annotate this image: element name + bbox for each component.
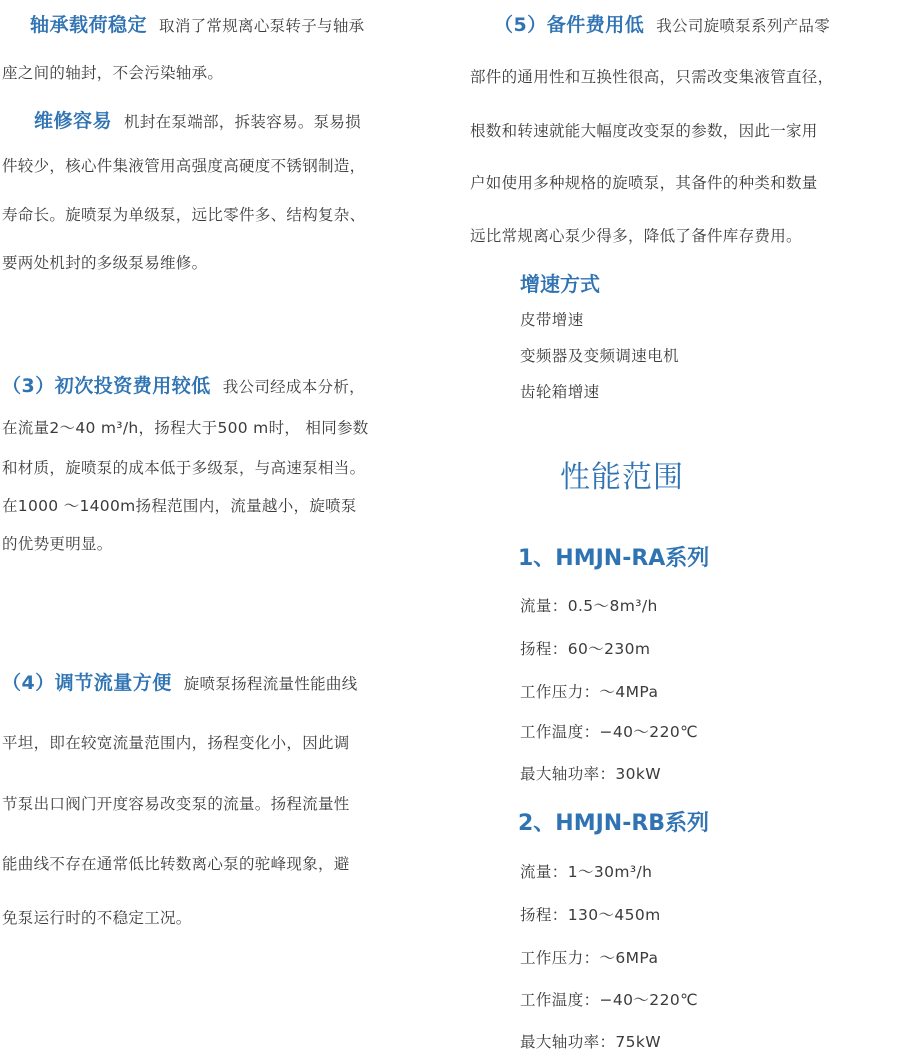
maintenance-heading: 维修容易 — [34, 110, 113, 132]
investment-heading: （3）初次投资费用较低 — [2, 375, 211, 397]
maintenance-line-4: 要两处机封的多级泵易维修。 — [2, 254, 208, 272]
spare-line-2: 部件的通用性和互换性很高，只需改变集液管直径， — [470, 68, 834, 86]
flow-text-1: 旋喷泵扬程流量性能曲线 — [183, 675, 358, 693]
ra-spec-temperature: 工作温度：−40～220℃ — [520, 723, 698, 741]
rb-spec-temperature: 工作温度：−40～220℃ — [520, 991, 698, 1009]
rb-spec-pressure: 工作压力：～6MPa — [520, 949, 659, 967]
speed-item-2: 变频器及变频调速电机 — [520, 347, 680, 365]
ra-spec-pressure: 工作压力：～4MPa — [520, 683, 659, 701]
investment-text-1: 我公司经成本分析， — [222, 378, 365, 396]
flow-line-1 — [2, 668, 358, 695]
ra-spec-power: 最大轴功率：30kW — [520, 765, 662, 783]
flow-line-5: 免泵运行时的不稳定工况。 — [2, 909, 192, 927]
spare-text-1: 我公司旋喷泵系列产品零 — [656, 17, 831, 35]
series-rb-title: 2、HMJN-RB系列 — [518, 811, 710, 836]
maintenance-line-2: 件较少，核心件集液管用高强度高硬度不锈钢制造， — [2, 157, 366, 175]
spare-line-4: 户如使用多种规格的旋喷泵，其备件的种类和数量 — [470, 174, 818, 192]
ra-spec-flow: 流量：0.5～8m³/h — [520, 597, 658, 615]
investment-line-2: 在流量2～40 m³/h，扬程大于500 m时， 相同参数 — [2, 419, 369, 437]
series-ra-title: 1、HMJN-RA系列 — [518, 546, 710, 571]
bearing-line-2: 座之间的轴封，不会污染轴承。 — [2, 64, 224, 82]
spare-line-5: 远比常规离心泵少得多，降低了备件库存费用。 — [470, 227, 802, 245]
spare-line-3: 根数和转速就能大幅度改变泵的参数，因此一家用 — [470, 122, 818, 140]
ra-spec-head: 扬程：60～230m — [520, 640, 651, 658]
rb-spec-flow: 流量：1～30m³/h — [520, 863, 653, 881]
flow-heading: （4）调节流量方便 — [2, 672, 172, 694]
flow-line-2: 平坦，即在较宽流量范围内，扬程变化小，因此调 — [2, 734, 350, 752]
bearing-heading: 轴承载荷稳定 — [30, 14, 148, 36]
bearing-text-1: 取消了常规离心泵转子与轴承 — [159, 17, 365, 35]
bearing-line-1 — [30, 10, 364, 37]
rb-spec-head: 扬程：130～450m — [520, 906, 661, 924]
speed-item-1: 皮带增速 — [520, 311, 584, 329]
flow-line-4: 能曲线不存在通常低比转数离心泵的驼峰现象，避 — [2, 855, 350, 873]
flow-line-3: 节泵出口阀门开度容易改变泵的流量。扬程流量性 — [2, 795, 350, 813]
investment-line-1 — [2, 371, 365, 398]
speed-heading: 增速方式 — [520, 272, 600, 296]
investment-line-3: 和材质，旋喷泵的成本低于多级泵，与高速泵相当。 — [2, 459, 366, 477]
spare-line-1 — [494, 10, 830, 37]
rb-spec-power: 最大轴功率：75kW — [520, 1033, 662, 1051]
maintenance-line-3: 寿命长。旋喷泵为单级泵，远比零件多、结构复杂、 — [2, 206, 366, 224]
performance-range-title: 性能范围 — [560, 460, 684, 495]
speed-item-3: 齿轮箱增速 — [520, 383, 600, 401]
maintenance-text-1: 机封在泵端部，拆装容易。泵易损 — [124, 113, 362, 131]
spare-heading: （5）备件费用低 — [494, 14, 645, 36]
investment-line-4: 在1000 ～1400m扬程范围内，流量越小，旋喷泵 — [2, 497, 357, 515]
investment-line-5: 的优势更明显。 — [2, 535, 113, 553]
maintenance-line-1 — [34, 106, 361, 133]
